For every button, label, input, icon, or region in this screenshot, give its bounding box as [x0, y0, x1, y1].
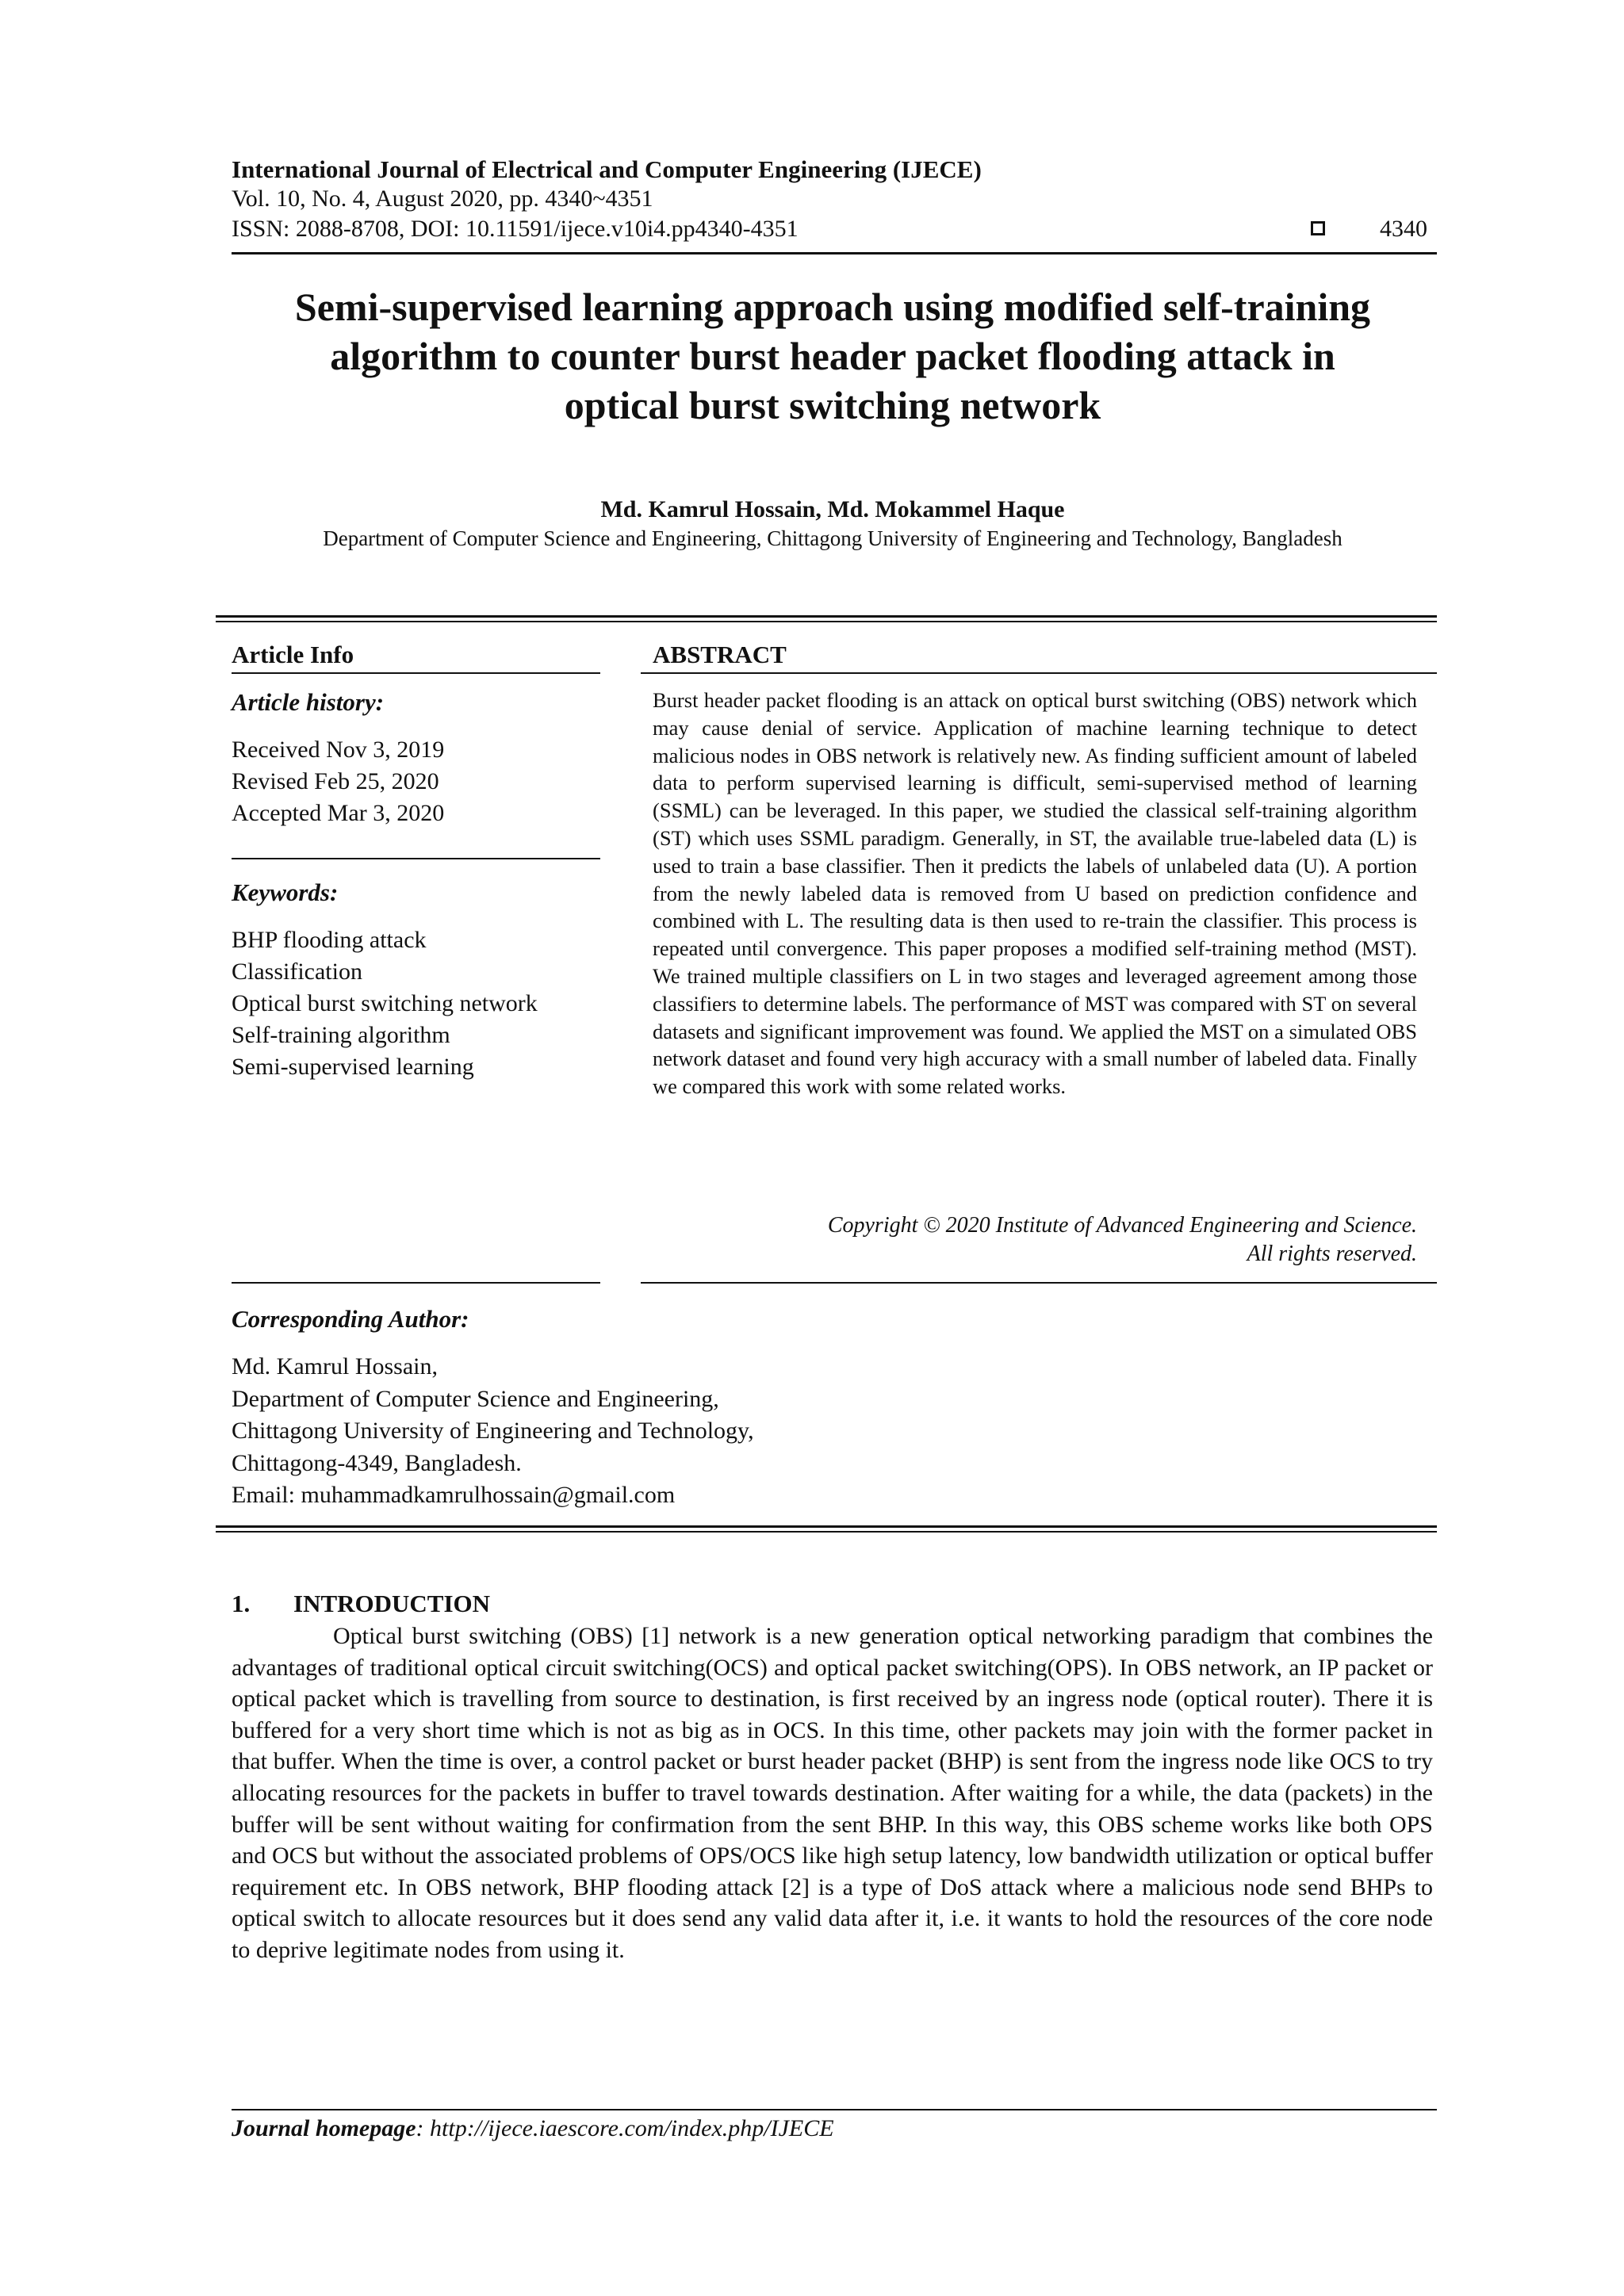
keyword-item: Optical burst switching network: [232, 990, 538, 1016]
section-double-rule: [216, 1525, 1437, 1533]
paper-title: [190, 282, 1475, 430]
corresponding-author-label: Corresponding Author:: [232, 1305, 469, 1333]
volume-line: Vol. 10, No. 4, August 2020, pp. 4340~4351: [232, 186, 653, 212]
title-line: optical burst switching network: [564, 383, 1101, 427]
author-name: Md. Kamrul Hossain,: [232, 1353, 438, 1380]
abstract-text: Burst header packet flooding is an attack on optical burst switching (OBS) network which may cause denial of service. Application of machine learning technique to detect malicious nodes in OBS network is relatively new. As finding sufficient amount of labeled data to perform supervised learning is difficult, semi-supervised method of learning (SSML) can be leveraged. In this paper, we studied the classical self-training algorithm (ST) which uses SSML paradigm. Generally, in ST, the available true-labeled data (L) is used to train a base classifier. Then it predicts the labels of unlabeled data (U). A portion from the newly labeled data is removed from U based on prediction confidence and combined with L. The resulting data is then used to re-train the classifier. This process is repeated until convergence. This paper proposes a modified self-training method (MST). We trained multiple classifiers on L in two stages and leveraged agreement among those classifiers to determine labels. The performance of MST was compared with ST on several datasets and significant improvement was found. We applied the MST on a simulated OBS network dataset and found very high accuracy with a small number of labeled data. Finally we compared this work with some related works.: [653, 688, 1417, 1099]
footer-rule: [232, 2109, 1437, 2110]
keywords-label: Keywords:: [232, 878, 339, 906]
checkbox-square-icon: [1311, 221, 1325, 235]
keywords-list: [232, 924, 538, 1083]
divider: [641, 672, 1437, 674]
keyword-item: BHP flooding attack: [232, 927, 427, 953]
divider: [641, 1282, 1437, 1284]
title-line: Semi-supervised learning approach using modified self-training: [294, 285, 1371, 329]
keyword-item: Semi-supervised learning: [232, 1054, 474, 1080]
keyword-item: Self-training algorithm: [232, 1022, 450, 1048]
accepted-date: Accepted Mar 3, 2020: [232, 800, 445, 826]
introduction-heading: [232, 1590, 490, 1618]
section-number: 1.: [232, 1590, 251, 1617]
article-history-label: Article history:: [232, 688, 385, 716]
page-number: 4340: [1380, 216, 1427, 242]
rights-line: All rights reserved.: [1247, 1242, 1417, 1266]
section-title: INTRODUCTION: [293, 1590, 491, 1617]
copyright-line: Copyright © 2020 Institute of Advanced Engineering and Science.: [827, 1213, 1417, 1238]
affiliation: Department of Computer Science and Engineering, Chittagong University of Engineering and Technology, Bangladesh: [323, 526, 1342, 550]
journal-title: International Journal of Electrical and Computer Engineering (IJECE): [232, 155, 982, 183]
received-date: Received Nov 3, 2019: [232, 737, 445, 763]
divider: [232, 672, 600, 674]
corresponding-author-details: [232, 1351, 754, 1512]
author-department: Department of Computer Science and Engineering,: [232, 1385, 719, 1412]
abstract-label: ABSTRACT: [653, 641, 787, 668]
revised-date: Revised Feb 25, 2020: [232, 768, 439, 794]
journal-homepage: [232, 2115, 834, 2142]
journal-homepage-label: Journal homepage: [232, 2115, 416, 2141]
divider: [232, 1282, 600, 1284]
divider: [232, 858, 600, 859]
copyright-notice: [653, 1211, 1417, 1269]
author-university: Chittagong University of Engineering and Technology,: [232, 1418, 754, 1444]
header-rule: [232, 252, 1437, 254]
keyword-item: Classification: [232, 959, 362, 985]
issn-doi-line: ISSN: 2088-8708, DOI: 10.11591/ijece.v10i4.pp4340-4351: [232, 216, 799, 242]
article-history-list: [232, 734, 444, 829]
section-double-rule: [216, 615, 1437, 622]
authors: Md. Kamrul Hossain, Md. Mokammel Haque: [600, 496, 1065, 522]
article-info-label: Article Info: [232, 641, 354, 668]
author-email: Email: muhammadkamrulhossain@gmail.com: [232, 1482, 676, 1508]
author-city: Chittagong-4349, Bangladesh.: [232, 1449, 522, 1476]
title-line: algorithm to counter burst header packet flooding attack in: [330, 334, 1335, 378]
introduction-paragraph: Optical burst switching (OBS) [1] network is a new generation optical networking paradigm that combines the advantages of traditional optical circuit switching(OCS) and optical packet switching(OPS). In OBS network, an IP packet or optical packet which is travelling from source to destination, is first received by an ingress node (optical router). There it is buffered for a very short time which is not as big as in OCS. In this time, other packets may join with the former packet in that buffer. When the time is over, a control packet or burst header packet (BHP) is sent from the ingress node like OCS to try allocating resources for the packets in buffer to travel towards destination. After waiting for a while, the data (packets) in the buffer will be sent without waiting for confirmation from the sent BHP. In this way, this OBS scheme works like both OPS and OCS but without the associated problems of OPS/OCS like high setup latency, low bandwidth utilization or optical buffer requirement etc. In OBS network, BHP flooding attack [2] is a type of DoS attack where a malicious node send BHPs to optical switch to allocate resources but it does send any valid data after it, i.e. it wants to hold the resources of the core node to deprive legitimate nodes from using it.: [232, 1623, 1433, 1963]
journal-homepage-url[interactable]: : http://ijece.iaescore.com/index.php/IJECE: [416, 2115, 834, 2141]
